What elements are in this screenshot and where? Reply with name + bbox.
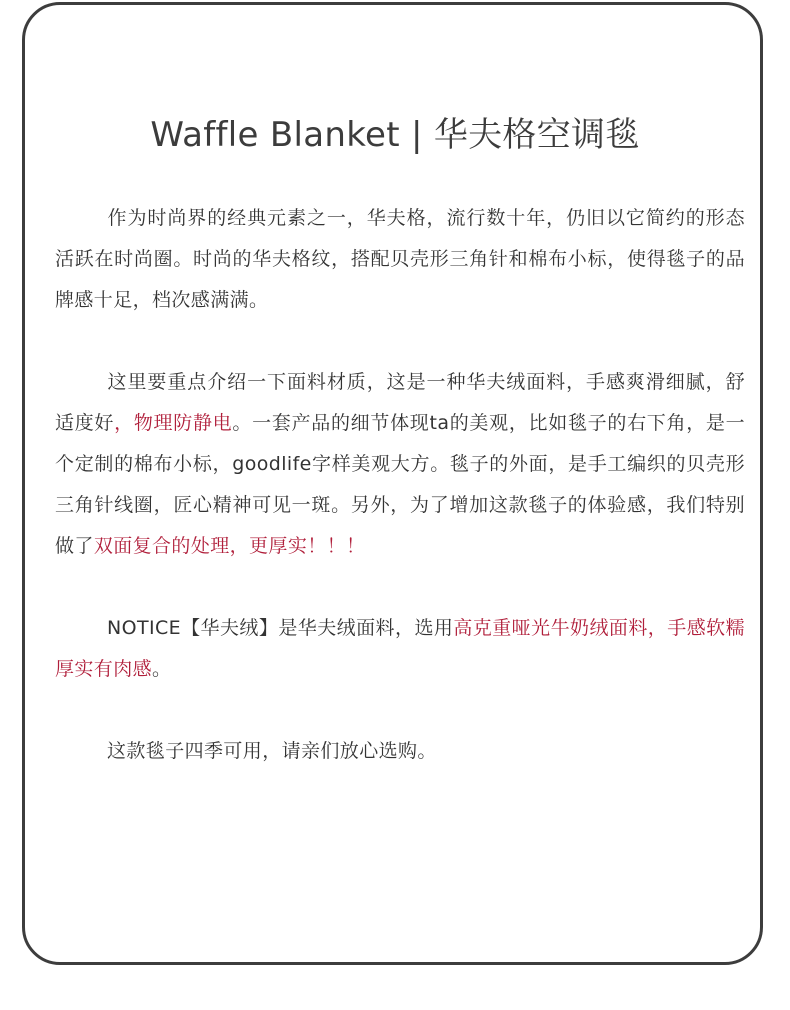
material-paragraph — [55, 362, 745, 567]
material-text-1: 这里要重点介绍一下面料材质，这是一种华夫绒面料，手感爽滑细腻，舒适度好 — [55, 371, 745, 434]
intro-text: 作为时尚界的经典元素之一，华夫格，流行数十年，仍旧以它简约的形态活跃在时尚圈。时尚的华夫格纹，搭配贝壳形三角针和棉布小标，使得毯子的品牌感十足，档次感满满。 — [55, 207, 745, 311]
notice-text-1: NOTICE【华夫绒】是华夫绒面料，选用 — [107, 617, 454, 639]
page-title: Waffle Blanket | 华夫格空调毯 — [150, 115, 640, 155]
notice-paragraph — [55, 608, 745, 690]
notice-text-2: 。 — [152, 658, 172, 680]
material-text-2: 。一套产品的细节体现ta的美观，比如毯子的右下角，是一个定制的棉布小标，goodlife字样美观大方。毯子的外面，是手工编织的贝壳形三角针线圈，匠心精神可见一斑。另外，为了增加这款毯子的体验感，我们特别做了 — [55, 412, 746, 557]
intro-paragraph — [55, 198, 745, 321]
season-text: 这款毯子四季可用，请亲们放心选购。 — [107, 740, 437, 762]
antistatic-highlight: ，物理防静电 — [114, 412, 233, 434]
double-layer-highlight: 双面复合的处理，更厚实！！！ — [93, 535, 366, 557]
fabric-highlight: 高克重哑光牛奶绒面料，手感软糯厚实有肉感 — [55, 617, 745, 680]
season-paragraph — [55, 731, 745, 772]
